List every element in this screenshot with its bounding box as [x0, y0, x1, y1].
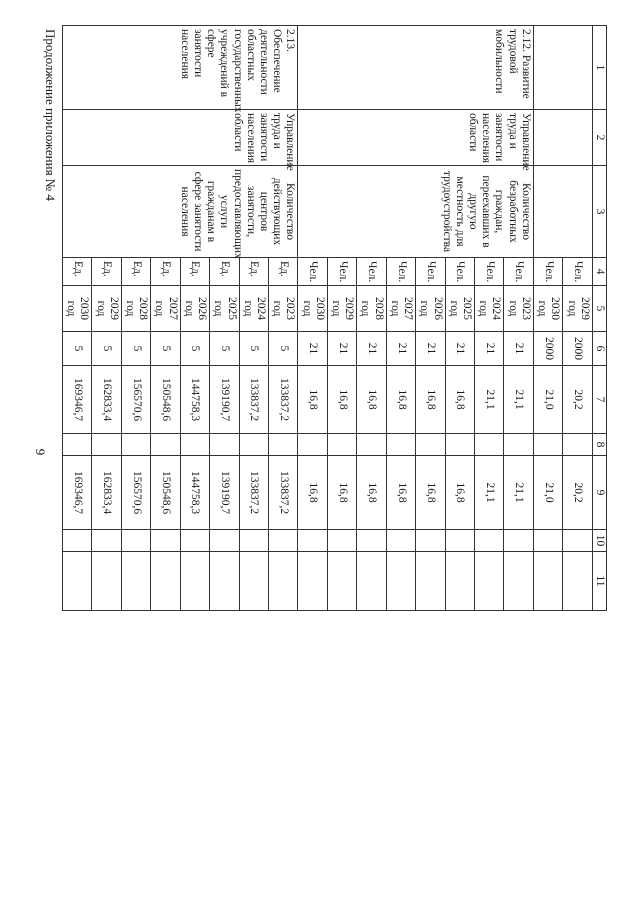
- col9-cell: 16,8: [357, 456, 386, 530]
- col10-cell: [563, 530, 592, 552]
- col10-cell: [210, 530, 239, 552]
- col11-cell: [298, 552, 327, 611]
- col9-cell: 162833,4: [92, 456, 121, 530]
- col8-cell: [298, 434, 327, 456]
- activity-cell: [533, 26, 592, 110]
- col9-cell: 21,0: [533, 456, 562, 530]
- year-cell: 2029 год: [92, 286, 121, 332]
- rotated-table-container: [65, 25, 607, 610]
- base-value-cell: 2000: [563, 332, 592, 366]
- col11-cell: [357, 552, 386, 611]
- col10-cell: [239, 530, 268, 552]
- year-cell: 2024 год: [475, 286, 504, 332]
- col8-cell: [121, 434, 150, 456]
- year-cell: 2025 год: [210, 286, 239, 332]
- col11-cell: [445, 552, 474, 611]
- column-header: 5: [592, 286, 606, 332]
- value-cell: 21,1: [504, 366, 533, 434]
- value-cell: 16,8: [298, 366, 327, 434]
- column-header: 10: [592, 530, 606, 552]
- year-cell: 2028 год: [121, 286, 150, 332]
- value-cell: 150548,6: [151, 366, 180, 434]
- col8-cell: [563, 434, 592, 456]
- indicator-cell: Количество действующих центров занятости, предоставляющих услуги гражданам в сфере занятости населения: [62, 166, 298, 258]
- col8-cell: [268, 434, 297, 456]
- col11-cell: [92, 552, 121, 611]
- base-value-cell: 5: [62, 332, 91, 366]
- unit-cell: Чел.: [357, 258, 386, 286]
- value-cell: 139190,7: [210, 366, 239, 434]
- column-header: 4: [592, 258, 606, 286]
- value-cell: 20,2: [563, 366, 592, 434]
- unit-cell: Ед.: [210, 258, 239, 286]
- value-cell: 16,8: [386, 366, 415, 434]
- col8-cell: [445, 434, 474, 456]
- column-header: 6: [592, 332, 606, 366]
- value-cell: 21,1: [475, 366, 504, 434]
- col10-cell: [504, 530, 533, 552]
- responsible-cell: [533, 110, 592, 166]
- col8-cell: [416, 434, 445, 456]
- col11-cell: [151, 552, 180, 611]
- base-value-cell: 21: [504, 332, 533, 366]
- col9-cell: 150548,6: [151, 456, 180, 530]
- col11-cell: [386, 552, 415, 611]
- indicators-table: [62, 25, 607, 611]
- base-value-cell: 5: [151, 332, 180, 366]
- column-header: 8: [592, 434, 606, 456]
- base-value-cell: 21: [445, 332, 474, 366]
- year-cell: 2025 год: [445, 286, 474, 332]
- col10-cell: [533, 530, 562, 552]
- col8-cell: [151, 434, 180, 456]
- unit-cell: Чел.: [475, 258, 504, 286]
- col9-cell: 16,8: [386, 456, 415, 530]
- base-value-cell: 21: [416, 332, 445, 366]
- col8-cell: [239, 434, 268, 456]
- col11-cell: [475, 552, 504, 611]
- table-row: [563, 26, 592, 611]
- unit-cell: Чел.: [386, 258, 415, 286]
- col9-cell: 20,2: [563, 456, 592, 530]
- responsible-cell: Управление труда и занятости населения области: [62, 110, 298, 166]
- unit-cell: Ед.: [121, 258, 150, 286]
- col8-cell: [533, 434, 562, 456]
- unit-cell: Ед.: [92, 258, 121, 286]
- column-header: 3: [592, 166, 606, 258]
- base-value-cell: 2000: [533, 332, 562, 366]
- unit-cell: Ед.: [268, 258, 297, 286]
- unit-cell: Чел.: [445, 258, 474, 286]
- unit-cell: Чел.: [563, 258, 592, 286]
- col10-cell: [445, 530, 474, 552]
- year-cell: 2024 год: [239, 286, 268, 332]
- col8-cell: [210, 434, 239, 456]
- col8-cell: [504, 434, 533, 456]
- year-cell: 2023 год: [268, 286, 297, 332]
- col11-cell: [121, 552, 150, 611]
- column-header: 1: [592, 26, 606, 110]
- unit-cell: Ед.: [180, 258, 209, 286]
- col8-cell: [62, 434, 91, 456]
- base-value-cell: 5: [239, 332, 268, 366]
- col9-cell: 21,1: [475, 456, 504, 530]
- col11-cell: [504, 552, 533, 611]
- value-cell: 133837,2: [268, 366, 297, 434]
- value-cell: 169346,7: [62, 366, 91, 434]
- col11-cell: [210, 552, 239, 611]
- year-cell: 2030 год: [533, 286, 562, 332]
- unit-cell: Ед.: [151, 258, 180, 286]
- base-value-cell: 5: [180, 332, 209, 366]
- base-value-cell: 21: [357, 332, 386, 366]
- col8-cell: [180, 434, 209, 456]
- unit-cell: Чел.: [504, 258, 533, 286]
- table-body: [62, 26, 592, 611]
- activity-cell: 2.13. Обеспечение деятельности областных государственных учреждений в сфере занятости населения: [62, 26, 298, 110]
- value-cell: 21,0: [533, 366, 562, 434]
- col10-cell: [386, 530, 415, 552]
- year-cell: 2030 год: [62, 286, 91, 332]
- value-cell: 16,8: [327, 366, 356, 434]
- value-cell: 156570,6: [121, 366, 150, 434]
- col9-cell: 16,8: [298, 456, 327, 530]
- col10-cell: [475, 530, 504, 552]
- col8-cell: [386, 434, 415, 456]
- col11-cell: [239, 552, 268, 611]
- value-cell: 162833,4: [92, 366, 121, 434]
- value-cell: 16,8: [357, 366, 386, 434]
- column-header-row: [592, 26, 606, 611]
- col9-cell: 16,8: [416, 456, 445, 530]
- year-cell: 2023 год: [504, 286, 533, 332]
- col9-cell: 133837,2: [268, 456, 297, 530]
- base-value-cell: 21: [327, 332, 356, 366]
- col10-cell: [180, 530, 209, 552]
- col11-cell: [563, 552, 592, 611]
- table-row: [268, 26, 297, 611]
- base-value-cell: 21: [386, 332, 415, 366]
- column-header: 2: [592, 110, 606, 166]
- responsible-cell: Управление труда и занятости населения области: [298, 110, 534, 166]
- col11-cell: [180, 552, 209, 611]
- col8-cell: [357, 434, 386, 456]
- year-cell: 2027 год: [386, 286, 415, 332]
- appendix-note: Продолжение приложения № 4: [43, 29, 58, 201]
- col11-cell: [62, 552, 91, 611]
- col9-cell: 144758,3: [180, 456, 209, 530]
- col10-cell: [298, 530, 327, 552]
- unit-cell: Чел.: [298, 258, 327, 286]
- col9-cell: 139190,7: [210, 456, 239, 530]
- col9-cell: 21,1: [504, 456, 533, 530]
- unit-cell: Чел.: [533, 258, 562, 286]
- base-value-cell: 5: [121, 332, 150, 366]
- col10-cell: [268, 530, 297, 552]
- value-cell: 133837,2: [239, 366, 268, 434]
- col8-cell: [327, 434, 356, 456]
- unit-cell: Чел.: [327, 258, 356, 286]
- col8-cell: [92, 434, 121, 456]
- unit-cell: Ед.: [239, 258, 268, 286]
- value-cell: 144758,3: [180, 366, 209, 434]
- column-header: 11: [592, 552, 606, 611]
- col9-cell: 16,8: [445, 456, 474, 530]
- column-header: 9: [592, 456, 606, 530]
- col8-cell: [475, 434, 504, 456]
- year-cell: 2030 год: [298, 286, 327, 332]
- value-cell: 16,8: [445, 366, 474, 434]
- value-cell: 16,8: [416, 366, 445, 434]
- year-cell: 2026 год: [180, 286, 209, 332]
- col10-cell: [416, 530, 445, 552]
- col11-cell: [268, 552, 297, 611]
- unit-cell: Чел.: [416, 258, 445, 286]
- activity-cell: 2.12. Развитие трудовой мобильности: [298, 26, 534, 110]
- page-number: 9: [33, 448, 48, 456]
- year-cell: 2029 год: [327, 286, 356, 332]
- year-cell: 2026 год: [416, 286, 445, 332]
- year-cell: 2028 год: [357, 286, 386, 332]
- col10-cell: [121, 530, 150, 552]
- col10-cell: [357, 530, 386, 552]
- col9-cell: 156570,6: [121, 456, 150, 530]
- base-value-cell: 5: [92, 332, 121, 366]
- indicator-cell: [533, 166, 592, 258]
- col9-cell: 169346,7: [62, 456, 91, 530]
- col10-cell: [62, 530, 91, 552]
- unit-cell: Ед.: [62, 258, 91, 286]
- col10-cell: [327, 530, 356, 552]
- year-cell: 2029 год: [563, 286, 592, 332]
- col11-cell: [533, 552, 562, 611]
- base-value-cell: 21: [475, 332, 504, 366]
- column-header: 7: [592, 366, 606, 434]
- table-row: [504, 26, 533, 611]
- base-value-cell: 21: [298, 332, 327, 366]
- col9-cell: 16,8: [327, 456, 356, 530]
- col10-cell: [151, 530, 180, 552]
- col11-cell: [416, 552, 445, 611]
- col9-cell: 133837,2: [239, 456, 268, 530]
- indicator-cell: Количество безработных граждан, переехавших в другую местность для трудоустройства: [298, 166, 534, 258]
- base-value-cell: 5: [210, 332, 239, 366]
- col11-cell: [327, 552, 356, 611]
- col10-cell: [92, 530, 121, 552]
- base-value-cell: 5: [268, 332, 297, 366]
- year-cell: 2027 год: [151, 286, 180, 332]
